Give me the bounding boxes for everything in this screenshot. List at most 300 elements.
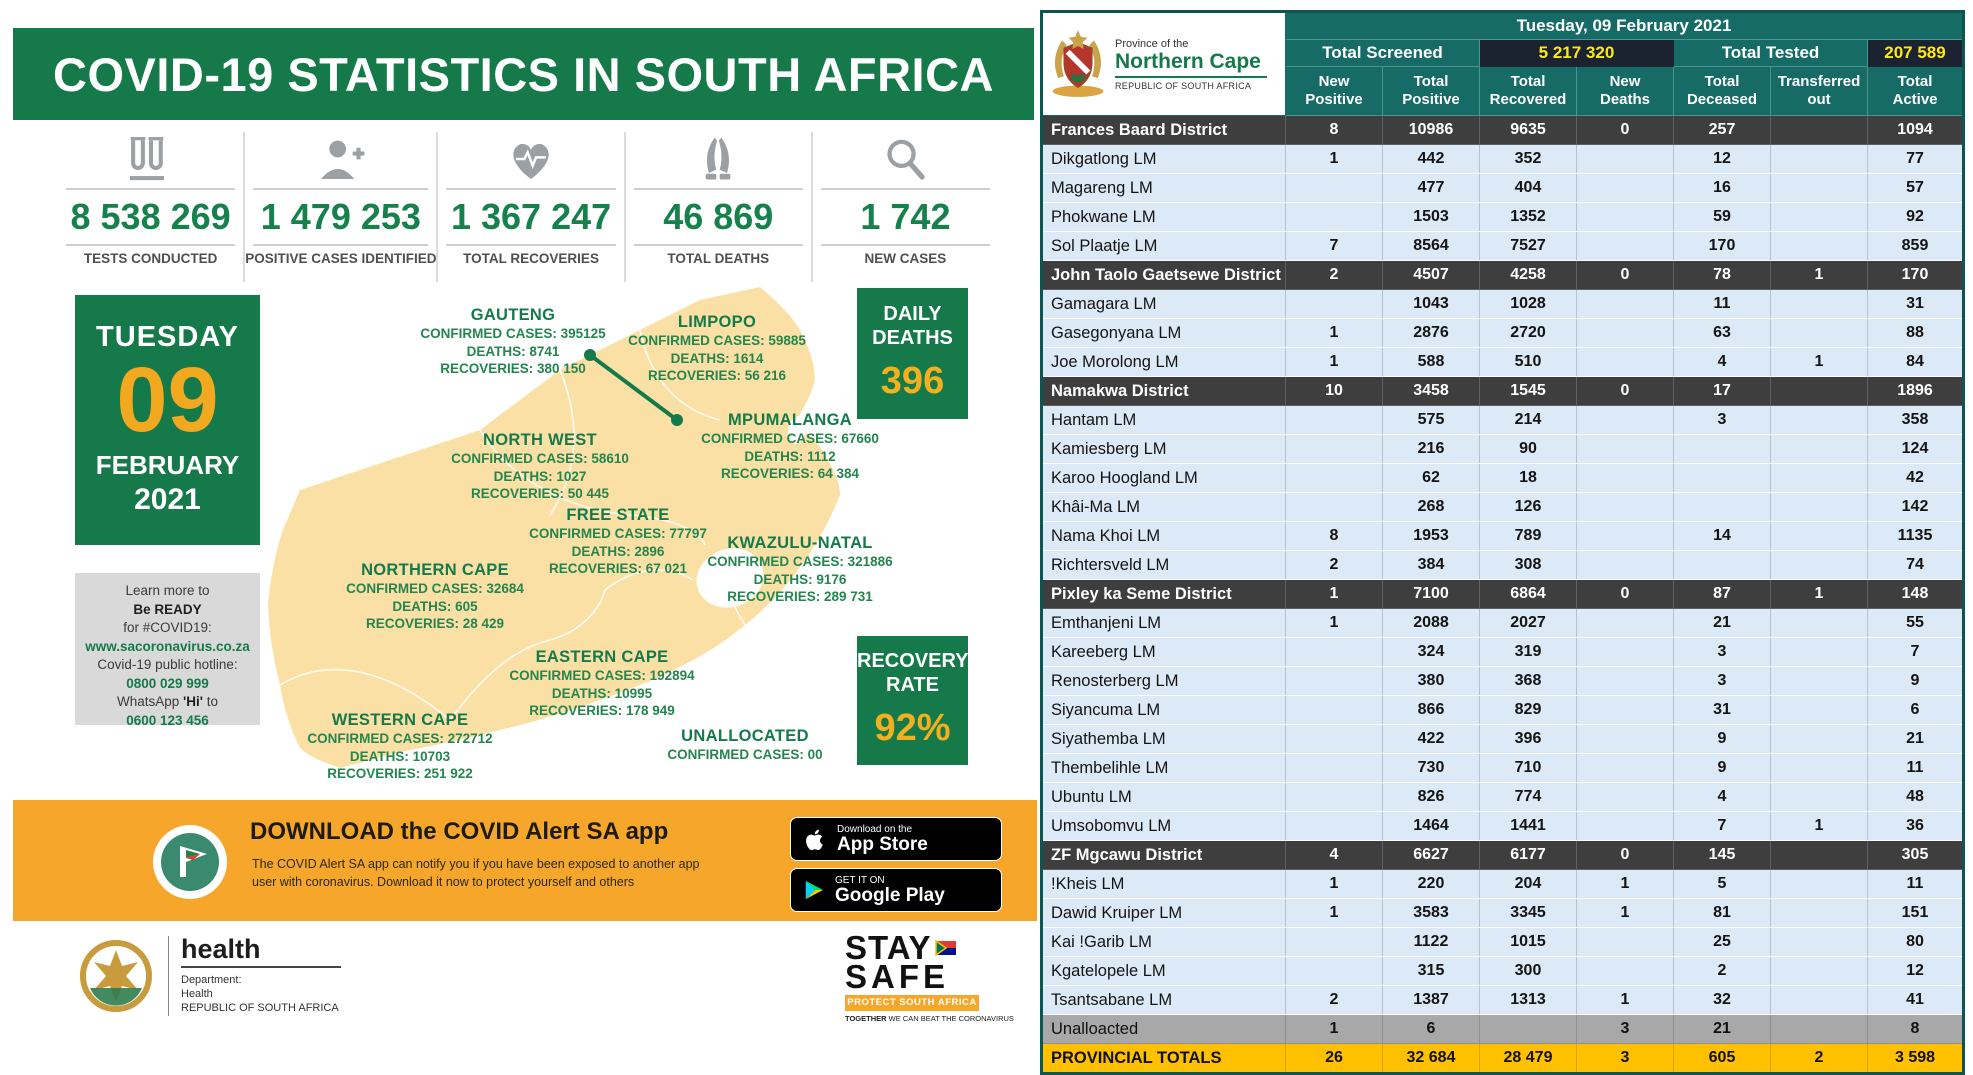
cell-value: 308 <box>1480 551 1577 580</box>
info-line: Learn more to <box>125 583 210 598</box>
daily-deaths-label: DAILY <box>883 303 942 325</box>
badge-big-text: Google Play <box>835 884 945 906</box>
row-label: Emthanjeni LM <box>1042 609 1286 638</box>
cell-value <box>1577 522 1674 551</box>
cell-value: 1503 <box>1383 203 1480 232</box>
cell-value: 1 <box>1286 580 1383 609</box>
cell-value: 6 <box>1868 696 1964 725</box>
cell-value <box>1771 609 1868 638</box>
col-line: Total <box>1510 73 1546 90</box>
cell-value: 774 <box>1480 783 1577 812</box>
cell-value: 6177 <box>1480 841 1577 870</box>
table-row <box>1042 406 1964 435</box>
cell-value: 25 <box>1674 928 1771 957</box>
health-brand: health <box>181 934 261 964</box>
row-label: Namakwa District <box>1042 377 1286 406</box>
magnifier-icon <box>881 135 929 183</box>
cell-value: 1 <box>1577 899 1674 928</box>
group-total-tested: Total Tested <box>1674 40 1868 67</box>
province-name: KWAZULU-NATAL <box>727 534 873 552</box>
cell-value: 396 <box>1480 725 1577 754</box>
cell-value: 12 <box>1674 145 1771 174</box>
cell-value: 1441 <box>1480 812 1577 841</box>
row-label: Hantam LM <box>1042 406 1286 435</box>
cell-value <box>1577 464 1674 493</box>
cell-value <box>1286 290 1383 319</box>
row-label: Umsobomvu LM <box>1042 812 1286 841</box>
cell-value: 78 <box>1674 261 1771 290</box>
table-row <box>1042 841 1964 870</box>
stat-tests <box>58 132 243 282</box>
health-line: REPUBLIC OF SOUTH AFRICA <box>181 1002 339 1014</box>
stat-value: 1 742 <box>860 196 951 237</box>
cell-value <box>1286 493 1383 522</box>
cell-value <box>1771 986 1868 1015</box>
province-cases: CONFIRMED CASES: 58610 <box>451 451 629 466</box>
cell-value <box>1771 551 1868 580</box>
cell-value <box>1577 435 1674 464</box>
praying-hands-icon <box>626 132 811 186</box>
province-label-western-cape <box>267 711 533 783</box>
col-line: out <box>1807 91 1831 108</box>
col-line: Total <box>1704 73 1740 90</box>
province-cases: CONFIRMED CASES: 00 <box>667 747 823 762</box>
cell-value: 0 <box>1577 116 1674 145</box>
cell-value: 84 <box>1868 348 1964 377</box>
cell-value: 1545 <box>1480 377 1577 406</box>
cell-value: 31 <box>1674 696 1771 725</box>
row-label: Nama Khoi LM <box>1042 522 1286 551</box>
cell-value <box>1577 928 1674 957</box>
cell-value: 1028 <box>1480 290 1577 319</box>
cell-value: 12 <box>1868 957 1964 986</box>
row-label: Dawid Kruiper LM <box>1042 899 1286 928</box>
cell-value: 866 <box>1383 696 1480 725</box>
cell-value: 0 <box>1577 261 1674 290</box>
cell-value: 92 <box>1868 203 1964 232</box>
cell-value: 204 <box>1480 870 1577 899</box>
divider <box>446 244 615 246</box>
heart-pulse-icon <box>438 132 623 186</box>
stay-text: STAY <box>845 929 932 966</box>
cell-value: 11 <box>1674 290 1771 319</box>
stat-value: 1 367 247 <box>450 196 612 237</box>
divider <box>181 966 341 968</box>
divider <box>446 188 615 190</box>
badge-text <box>835 875 945 906</box>
cell-value: 384 <box>1383 551 1480 580</box>
cell-value: 148 <box>1868 580 1964 609</box>
date-box <box>75 295 260 545</box>
cell-value <box>1771 899 1868 928</box>
province-deaths: DEATHS: 2896 <box>571 543 665 559</box>
cell-value <box>1577 725 1674 754</box>
cell-value: 3 598 <box>1868 1044 1964 1074</box>
cell-value: 3 <box>1577 1044 1674 1074</box>
cell-value: 2 <box>1771 1044 1868 1074</box>
table-row <box>1042 232 1964 261</box>
col-line: Recovered <box>1489 91 1567 108</box>
cell-value <box>1577 145 1674 174</box>
cell-value: 11 <box>1868 870 1964 899</box>
column-header-total-positive <box>1383 67 1480 116</box>
cell-value <box>1771 145 1868 174</box>
cell-value: 1464 <box>1383 812 1480 841</box>
table-row <box>1042 319 1964 348</box>
cell-value <box>1577 174 1674 203</box>
row-label: Renosterberg LM <box>1042 667 1286 696</box>
row-label: Frances Baard District <box>1042 116 1286 145</box>
row-label: Unalloacted <box>1042 1015 1286 1044</box>
province-cases: CONFIRMED CASES: 67660 <box>701 431 879 446</box>
cell-value <box>1771 1015 1868 1044</box>
cell-value: 6 <box>1383 1015 1480 1044</box>
cell-value <box>1286 174 1383 203</box>
cell-value <box>1286 783 1383 812</box>
row-label: PROVINCIAL TOTALS <box>1042 1044 1286 1074</box>
cell-value: 1122 <box>1383 928 1480 957</box>
hotline-number: 0800 029 999 <box>126 675 209 691</box>
province-recoveries: RECOVERIES: 178 949 <box>529 703 675 718</box>
stat-positive <box>243 132 436 282</box>
col-line: Positive <box>1305 91 1363 108</box>
stat-value: 8 538 269 <box>70 196 231 237</box>
province-label-eastern-cape <box>469 648 735 720</box>
table-row <box>1042 638 1964 667</box>
col-line: New <box>1318 73 1350 90</box>
cell-value: 575 <box>1383 406 1480 435</box>
cell-value: 8564 <box>1383 232 1480 261</box>
stat-label: TOTAL RECOVERIES <box>463 251 599 266</box>
province-label-mpumalanga <box>657 411 923 483</box>
health-line: Department: <box>181 974 242 986</box>
cell-value: 859 <box>1868 232 1964 261</box>
cell-value: 358 <box>1868 406 1964 435</box>
cell-value: 352 <box>1480 145 1577 174</box>
province-name: FREE STATE <box>566 506 670 524</box>
cell-value: 63 <box>1674 319 1771 348</box>
info-line: for #COVID19: <box>123 620 212 635</box>
cell-value: 0 <box>1577 841 1674 870</box>
app-store-badge[interactable] <box>790 817 1002 861</box>
cell-value <box>1674 493 1771 522</box>
cell-value <box>1771 232 1868 261</box>
cell-value: 605 <box>1674 1044 1771 1074</box>
province-logo-text <box>1115 38 1267 91</box>
app-download-subtext: user with coronavirus. Download it now to protect yourself and others <box>252 875 635 889</box>
cell-value: 477 <box>1383 174 1480 203</box>
cell-value <box>1577 232 1674 261</box>
stat-recoveries <box>436 132 623 282</box>
cell-value: 2876 <box>1383 319 1480 348</box>
cell-value: 829 <box>1480 696 1577 725</box>
info-text: 'Hi' <box>183 694 203 709</box>
tagline <box>845 1014 1014 1023</box>
table-row <box>1042 203 1964 232</box>
cell-value: 151 <box>1868 899 1964 928</box>
province-deaths: DEATHS: 1112 <box>744 448 836 464</box>
province-name: EASTERN CAPE <box>535 648 669 666</box>
row-label: Gasegonyana LM <box>1042 319 1286 348</box>
health-line: Health <box>181 988 213 1000</box>
cell-value: 1 <box>1286 319 1383 348</box>
table-row <box>1042 667 1964 696</box>
cell-value: 1953 <box>1383 522 1480 551</box>
cell-value: 1135 <box>1868 522 1964 551</box>
cell-value: 145 <box>1674 841 1771 870</box>
recovery-rate-label: RATE <box>886 674 939 696</box>
cell-value: 28 479 <box>1480 1044 1577 1074</box>
table-row <box>1042 522 1964 551</box>
row-label: Khâi-Ma LM <box>1042 493 1286 522</box>
cell-value: 4 <box>1674 783 1771 812</box>
cell-value: 2 <box>1674 957 1771 986</box>
cell-value <box>1577 203 1674 232</box>
cell-value: 2088 <box>1383 609 1480 638</box>
province-logo <box>1043 26 1285 102</box>
row-label: Phokwane LM <box>1042 203 1286 232</box>
heart-pulse-icon <box>506 135 556 183</box>
cell-value: 305 <box>1868 841 1964 870</box>
cell-value <box>1674 435 1771 464</box>
cell-value <box>1577 551 1674 580</box>
cell-value: 315 <box>1383 957 1480 986</box>
stat-value: 46 869 <box>663 196 774 237</box>
cell-value <box>1771 493 1868 522</box>
magnifier-icon <box>813 132 998 186</box>
cell-value <box>1771 957 1868 986</box>
province-deaths: DEATHS: 9176 <box>753 571 847 587</box>
cell-value: 32 684 <box>1383 1044 1480 1074</box>
stat-label: TESTS CONDUCTED <box>83 251 218 266</box>
cell-value: 16 <box>1674 174 1771 203</box>
cell-value: 21 <box>1868 725 1964 754</box>
logo-line: REPUBLIC OF SOUTH AFRICA <box>1115 80 1252 91</box>
cell-value: 124 <box>1868 435 1964 464</box>
table-row <box>1042 174 1964 203</box>
cell-value: 9 <box>1674 725 1771 754</box>
cell-value: 1 <box>1286 1015 1383 1044</box>
province-recoveries: RECOVERIES: 64 384 <box>720 466 860 481</box>
cell-value: 10986 <box>1383 116 1480 145</box>
cell-value: 1 <box>1286 348 1383 377</box>
cell-value: 6864 <box>1480 580 1577 609</box>
cell-value: 11 <box>1868 754 1964 783</box>
table-row <box>1042 145 1964 174</box>
cell-value <box>1771 174 1868 203</box>
row-label: Gamagara LM <box>1042 290 1286 319</box>
stat-new-cases <box>811 132 998 282</box>
province-deaths: DEATHS: 8741 <box>466 343 560 359</box>
table-row <box>1042 348 1964 377</box>
cell-value <box>1577 957 1674 986</box>
cell-value: 1015 <box>1480 928 1577 957</box>
google-play-icon <box>803 878 825 902</box>
province-name: LIMPOPO <box>677 313 757 331</box>
row-label: Richtersveld LM <box>1042 551 1286 580</box>
province-logo-cell <box>1042 12 1286 116</box>
cell-value: 48 <box>1868 783 1964 812</box>
cell-value <box>1771 464 1868 493</box>
column-header-new-positive <box>1286 67 1383 116</box>
cell-value: 2720 <box>1480 319 1577 348</box>
table-row <box>1042 783 1964 812</box>
cell-value <box>1577 319 1674 348</box>
cell-value: 7 <box>1868 638 1964 667</box>
cell-value <box>1577 609 1674 638</box>
cell-value: 4258 <box>1480 261 1577 290</box>
cell-value: 9 <box>1674 754 1771 783</box>
sa-flag-icon <box>936 941 956 955</box>
stat-label: NEW CASES <box>864 251 947 266</box>
cell-value: 3345 <box>1480 899 1577 928</box>
row-label: Siyancuma LM <box>1042 696 1286 725</box>
cell-value: 14 <box>1674 522 1771 551</box>
cell-value <box>1771 116 1868 145</box>
cell-value: 3 <box>1577 1015 1674 1044</box>
table-row <box>1042 754 1964 783</box>
province-label-limpopo <box>584 313 850 385</box>
recovery-rate-label: RECOVERY <box>857 650 969 672</box>
cell-value: 3583 <box>1383 899 1480 928</box>
cell-value: 2 <box>1286 261 1383 290</box>
cell-value: 9 <box>1868 667 1964 696</box>
province-name: WESTERN CAPE <box>331 711 469 729</box>
logo-line: Northern Cape <box>1115 49 1261 73</box>
table-row <box>1042 551 1964 580</box>
cell-value: 80 <box>1868 928 1964 957</box>
cell-value <box>1771 696 1868 725</box>
cell-value: 126 <box>1480 493 1577 522</box>
column-header-total-deceased <box>1674 67 1771 116</box>
cell-value <box>1577 348 1674 377</box>
col-line: Transferred <box>1777 73 1861 90</box>
table-row <box>1042 1015 1964 1044</box>
website-link[interactable]: www.sacoronavirus.co.za <box>85 638 250 654</box>
cell-value: 9635 <box>1480 116 1577 145</box>
northern-cape-table <box>1040 10 1965 1075</box>
cell-value: 216 <box>1383 435 1480 464</box>
row-label: Sol Plaatje LM <box>1042 232 1286 261</box>
col-line: Active <box>1892 91 1938 108</box>
cell-value: 257 <box>1674 116 1771 145</box>
date-number: 09 <box>116 349 219 451</box>
cell-value: 1 <box>1577 986 1674 1015</box>
cell-value: 32 <box>1674 986 1771 1015</box>
cell-value: 1896 <box>1868 377 1964 406</box>
row-label: Kai !Garib LM <box>1042 928 1286 957</box>
cell-value <box>1577 493 1674 522</box>
table-row <box>1042 464 1964 493</box>
row-label: Joe Morolong LM <box>1042 348 1286 377</box>
cell-value <box>1577 406 1674 435</box>
info-text: WhatsApp <box>117 694 184 709</box>
province-cases: CONFIRMED CASES: 272712 <box>307 731 493 746</box>
logo-line: Province of the <box>1115 37 1189 50</box>
province-recoveries: RECOVERIES: 380 150 <box>440 361 586 376</box>
cell-value <box>1771 522 1868 551</box>
province-recoveries: RECOVERIES: 251 922 <box>327 766 473 781</box>
covid-alert-app-icon <box>152 824 228 900</box>
tagline-bold: TOGETHER <box>845 1014 887 1023</box>
cell-value <box>1771 725 1868 754</box>
cell-value: 380 <box>1383 667 1480 696</box>
apple-icon <box>803 825 827 853</box>
row-label: Magareng LM <box>1042 174 1286 203</box>
recovery-rate-value: 92% <box>874 707 951 749</box>
table-row <box>1042 493 1964 522</box>
table-row <box>1042 696 1964 725</box>
row-label: Kareeberg LM <box>1042 638 1286 667</box>
safe-text: SAFE <box>845 958 950 995</box>
province-name: NORTH WEST <box>483 431 597 449</box>
info-text: to <box>202 694 218 709</box>
divider <box>1115 76 1267 78</box>
badge-big-text: App Store <box>837 833 928 855</box>
col-line: Positive <box>1402 91 1460 108</box>
cell-value: 1 <box>1286 870 1383 899</box>
cell-value: 7 <box>1286 232 1383 261</box>
cell-value <box>1577 812 1674 841</box>
cell-value: 17 <box>1674 377 1771 406</box>
cell-value: 588 <box>1383 348 1480 377</box>
cell-value <box>1771 290 1868 319</box>
cell-value: 4 <box>1674 348 1771 377</box>
cell-value: 31 <box>1868 290 1964 319</box>
province-deaths: DEATHS: 10703 <box>349 748 451 764</box>
cell-value: 1387 <box>1383 986 1480 1015</box>
cell-value: 42 <box>1868 464 1964 493</box>
cell-value: 77 <box>1868 145 1964 174</box>
cell-value <box>1771 754 1868 783</box>
cell-value <box>1577 754 1674 783</box>
row-label: Dikgatlong LM <box>1042 145 1286 174</box>
cell-value: 1043 <box>1383 290 1480 319</box>
cell-value: 7 <box>1674 812 1771 841</box>
cell-value: 5 <box>1674 870 1771 899</box>
cell-value <box>1771 783 1868 812</box>
date-month: FEBRUARY <box>95 450 240 480</box>
date-day: TUESDAY <box>96 321 239 353</box>
row-label: Pixley ka Seme District <box>1042 580 1286 609</box>
cell-value: 826 <box>1383 783 1480 812</box>
cell-value: 1 <box>1771 261 1868 290</box>
row-label: ZF Mgcawu District <box>1042 841 1286 870</box>
recovery-rate-box <box>857 636 968 765</box>
tagline-rest: WE CAN BEAT THE CORONAVIRUS <box>886 1014 1014 1023</box>
table-row <box>1042 609 1964 638</box>
daily-deaths-value: 396 <box>880 360 945 402</box>
col-line: Total <box>1413 73 1449 90</box>
divider <box>634 244 803 246</box>
divider <box>66 244 235 246</box>
cell-value <box>1771 841 1868 870</box>
protect-banner: PROTECT SOUTH AFRICA <box>845 995 979 1011</box>
badge-small-text: GET IT ON <box>835 874 885 886</box>
google-play-badge[interactable] <box>790 868 1002 912</box>
column-header-transferred-out <box>1771 67 1868 116</box>
info-line <box>75 693 260 712</box>
table-row <box>1042 116 1964 145</box>
cell-value <box>1286 812 1383 841</box>
table-row <box>1042 957 1964 986</box>
cell-value <box>1286 957 1383 986</box>
province-recoveries: RECOVERIES: 28 429 <box>365 616 505 631</box>
cell-value: 170 <box>1868 261 1964 290</box>
province-recoveries: RECOVERIES: 56 216 <box>647 368 787 383</box>
province-name: GAUTENG <box>470 306 556 324</box>
person-plus-icon <box>316 135 366 183</box>
